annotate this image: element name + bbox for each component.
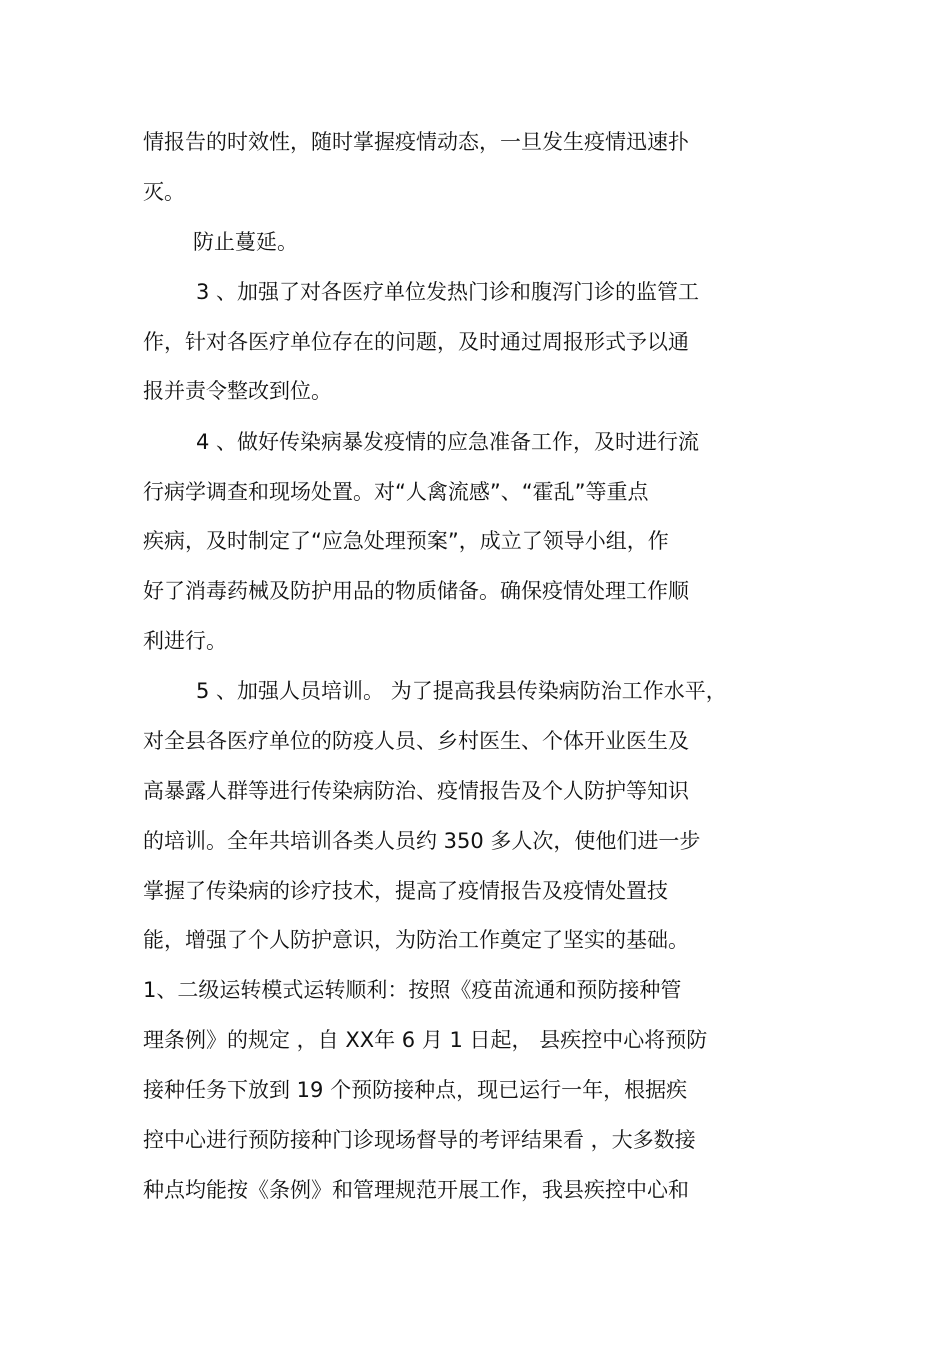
text-line: 作，针对各医疗单位存在的问题，及时通过周报形式予以通 <box>143 330 689 354</box>
text-line: 控中心进行预防接种门诊现场督导的考评结果看 ，大多数接 <box>143 1128 696 1152</box>
text-line: 灭。 <box>143 180 185 204</box>
text-line: 种点均能按《条例》和管理规范开展工作，我县疾控中心和 <box>143 1178 689 1202</box>
text-line: 好了消毒药械及防护用品的物质储备。确保疫情处理工作顺 <box>143 579 689 603</box>
text-line: 高暴露人群等进行传染病防治、疫情报告及个人防护等知识 <box>143 779 689 803</box>
text-line: 接种任务下放到 19 个预防接种点，现已运行一年，根据疾 <box>143 1078 688 1102</box>
text-line: 利进行。 <box>143 629 227 653</box>
text-line: 掌握了传染病的诊疗技术，提高了疫情报告及疫情处置技 <box>143 879 668 903</box>
text-line: 情报告的时效性，随时掌握疫情动态，一旦发生疫情迅速扑 <box>143 130 689 154</box>
text-line: 防止蔓延。 <box>193 230 298 254</box>
text-line: 5 、加强人员培训。 为了提高我县传染病防治工作水平， <box>196 679 727 703</box>
text-line: 3 、加强了对各医疗单位发热门诊和腹泻门诊的监管工 <box>196 280 700 304</box>
text-line: 对全县各医疗单位的防疫人员、乡村医生、个体开业医生及 <box>143 729 689 753</box>
text-line: 理条例》的规定 ，自 XX年 6 月 1 日起， 县疾控中心将预防 <box>143 1028 708 1052</box>
text-line: 报并责令整改到位。 <box>143 379 332 403</box>
text-line: 疾病，及时制定了“应急处理预案”，成立了领导小组，作 <box>143 529 669 553</box>
text-line: 能，增强了个人防护意识，为防治工作奠定了坚实的基础。 <box>143 928 689 952</box>
text-line: 行病学调查和现场处置。对“人禽流感”、“霍乱”等重点 <box>143 480 649 504</box>
text-line: 1、二级运转模式运转顺利：按照《疫苗流通和预防接种管 <box>143 978 682 1002</box>
text-line: 4 、做好传染病暴发疫情的应急准备工作，及时进行流 <box>196 430 700 454</box>
text-line: 的培训。全年共培训各类人员约 350 多人次，使他们进一步 <box>143 829 701 853</box>
